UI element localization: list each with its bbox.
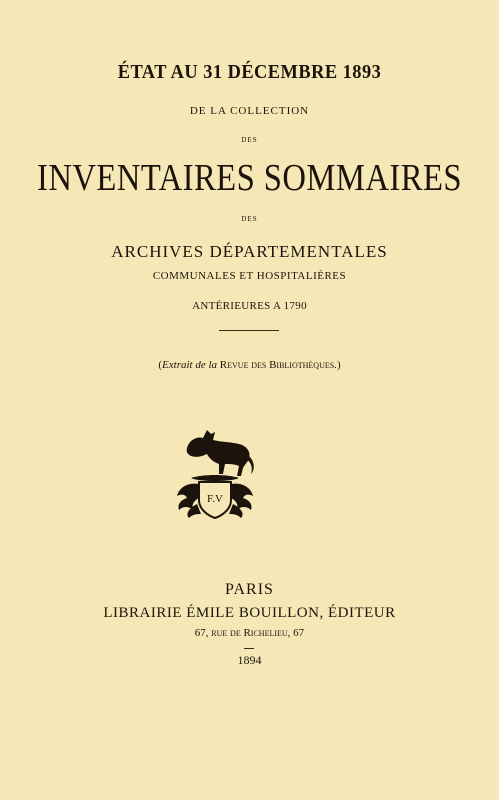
main-title: INVENTAIRES SOMMAIRES: [37, 157, 462, 199]
title-date-line: ÉTAT AU 31 DÉCEMBRE 1893: [117, 61, 382, 83]
title-anterieures-line: ANTÉRIEURES A 1790: [192, 300, 307, 312]
title-archives-line: ARCHIVES DÉPARTEMENTALES: [111, 242, 388, 261]
extract-italic: Extrait de la: [162, 359, 218, 371]
title-collection-line: DE LA COLLECTION: [189, 105, 310, 117]
extract-close-paren: ): [336, 359, 341, 371]
emblem-monogram: F.V: [207, 493, 223, 505]
imprint-city: PARIS: [225, 581, 274, 598]
horse-crest-emblem-icon: [169, 418, 261, 520]
title-communales-line: COMMUNALES ET HOSPITALIÈRES: [152, 270, 347, 282]
title-des-line-2: DES: [241, 215, 258, 223]
separator-rule: [219, 330, 279, 331]
title-des-line-1: DES: [241, 136, 258, 144]
extract-revue: Revue des Bibliothèques.: [219, 359, 337, 371]
extract-open-paren: (: [158, 359, 163, 371]
imprint-year: 1894: [237, 653, 262, 667]
imprint-publisher: LIBRAIRIE ÉMILE BOUILLON, ÉDITEUR: [103, 605, 396, 621]
extract-note: [0, 360, 499, 371]
imprint-address: 67, rue de Richelieu, 67: [194, 627, 305, 639]
imprint-dash: [244, 648, 254, 649]
